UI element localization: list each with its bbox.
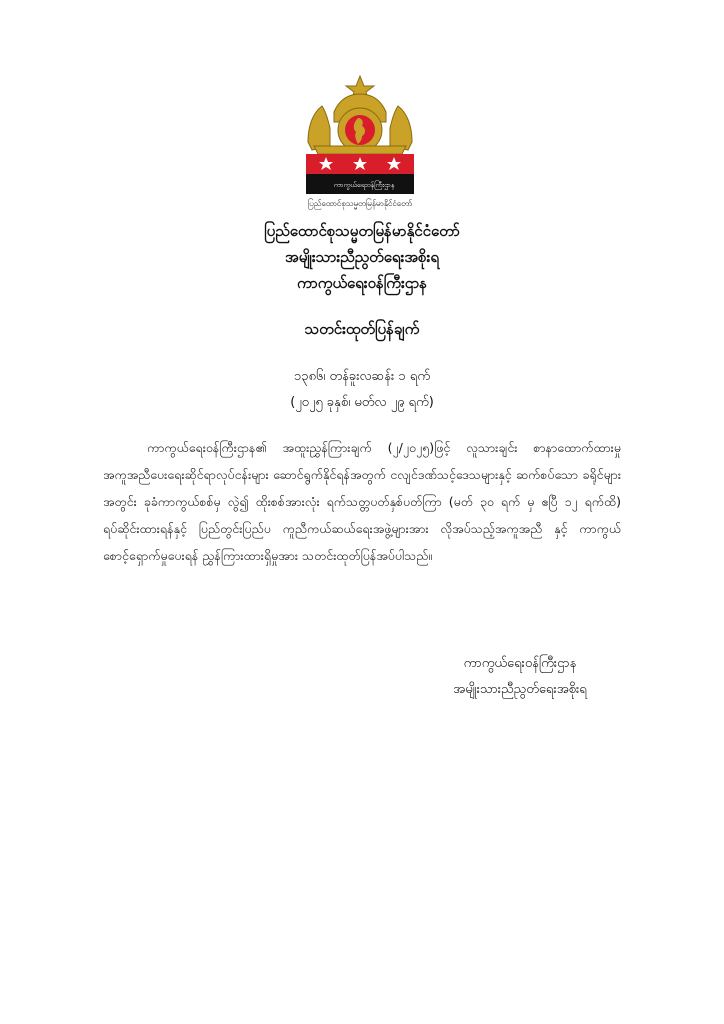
gregorian-date: (၂၀၂၅ ခုနှစ်၊ မတ်လ ၂၉ ရက်) — [290, 395, 434, 410]
myanmar-date: ၁၃၈၆၊ တန်ခူးလဆန်း ၁ ရက် — [293, 369, 431, 384]
country-name-heading: ပြည်ထောင်စုသမ္မတမြန်မာနိုင်ငံတော် — [264, 222, 460, 240]
document-title: သတင်းထုတ်ပြန်ချက် — [304, 320, 420, 338]
ministry-name-heading: ကာကွယ်ရေးဝန်ကြီးဌာန — [296, 274, 428, 292]
government-name-heading: အမျိုးသားညီညွတ်ရေးအစိုးရ — [285, 248, 439, 266]
signature-ministry: ကာကွယ်ရေးဝန်ကြီးဌာန — [463, 656, 577, 671]
body-paragraph: ကာကွယ်ရေးဝန်ကြီးဌာန၏ အထူးညွှန်ကြားချက် (၂/၂၀၂၅)ဖြင့် လူသားချင်း စာနာထောက်ထားမှု အကူအညီပေးရေးဆိုင်ရာလုပ်ငန်းများ ဆောင်ရွက်နိုင်ရန်အတွက် ငလျင်ဒဏ်သင့်ဒေသများနှင့် ဆက်စပ်သော ခရိုင်များအတွင်း ခုခံကာကွယ်စစ်မှ လွဲ၍ ထိုးစစ်အားလုံး ရက်သတ္တပတ်နှစ်ပတ်ကြာ (မတ် ၃၀ ရက် မှ ဧပြီ ၁၂ ရက်ထိ) ရပ်ဆိုင်းထားရန်နှင့် ပြည်တွင်းပြည်ပ ကူညီကယ်ဆယ်ရေးအဖွဲ့များအား လိုအပ်သည့်အကူအညီ နှင့် ကာကွယ်စောင့်ရှောက်မှုပေးရန် ညွှန်ကြားထားရှိမှုအား သတင်းထုတ်ပြန်အပ်ပါသည်။ — [103, 440, 621, 563]
svg-text:ကာကွယ်ရေးဝန်ကြီးဌာန: ကာကွယ်ရေးဝန်ကြီးဌာန — [333, 181, 395, 189]
state-emblem-icon — [304, 72, 416, 196]
emblem-caption: ပြည်ထောင်စုသမ္မတမြန်မာနိုင်ငံတော် — [307, 199, 413, 208]
signature-government: အမျိုးသားညီညွတ်ရေးအစိုးရ — [453, 682, 587, 697]
